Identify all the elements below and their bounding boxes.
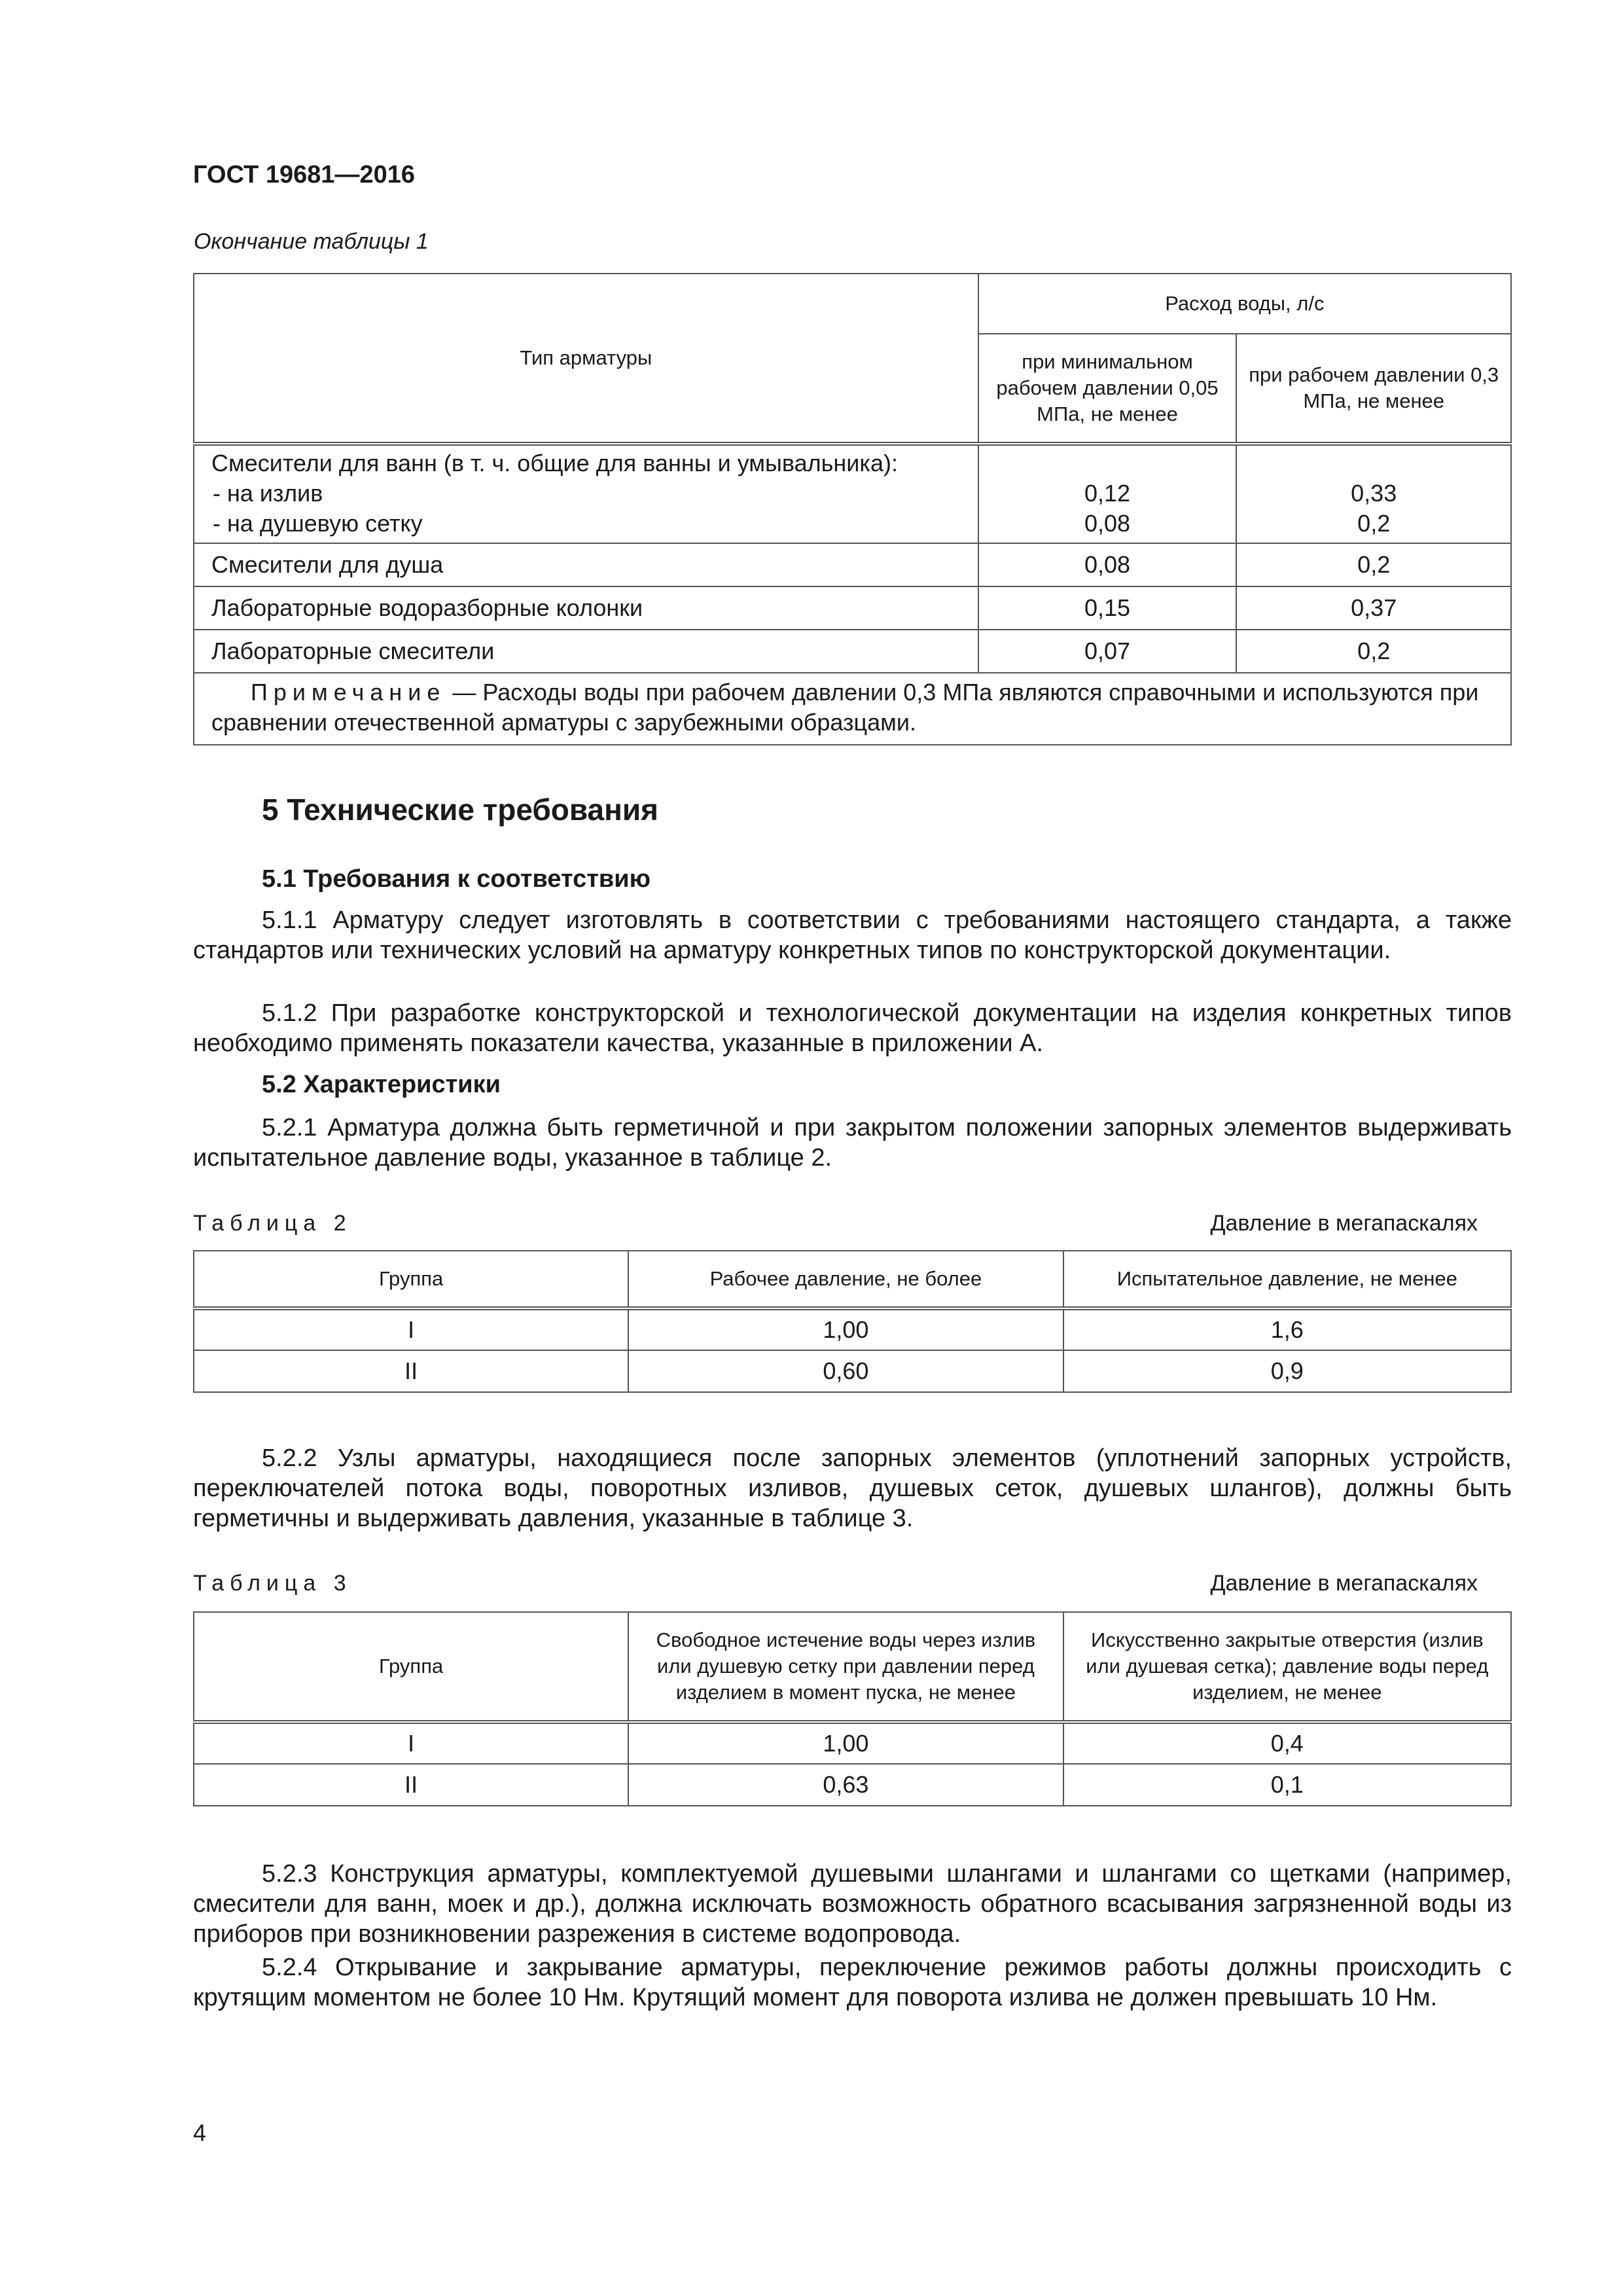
cell-value: 1,00: [628, 1722, 1063, 1764]
row-sub: - на излив: [213, 480, 323, 507]
cell-value: II: [194, 1350, 628, 1392]
cell-value: I: [194, 1308, 628, 1350]
table2-header: Испытательное давление, не менее: [1063, 1251, 1511, 1308]
cell-value: 0,15: [978, 586, 1237, 630]
cell-value: 1,6: [1063, 1308, 1511, 1350]
table2-header: Группа: [194, 1251, 628, 1308]
table2-row: [194, 1308, 1511, 1350]
table2-units: Давление в мегапаскалях: [1210, 1211, 1478, 1236]
row-label: Смесители для душа: [194, 543, 978, 586]
table1-header-group: Расход воды, л/с: [978, 274, 1511, 334]
cell-value: 0,2: [1357, 510, 1391, 537]
note-text: — Расходы воды при рабочем давлении 0,3 МПа являются справочными и используются при сравнении отечественной арматуры с зарубежными образцами.: [211, 679, 1479, 736]
table3-units: Давление в мегапаскалях: [1210, 1571, 1478, 1596]
table2-row: [194, 1350, 1511, 1392]
cell-value: 0,60: [628, 1350, 1063, 1392]
paragraph-5-1-1: 5.1.1 Арматуру следует изготовлять в соответствии с требованиями настоящего стандарта, а также стандартов или технических условий на арматуру конкретных типов по конструкторской документации.: [193, 906, 1512, 964]
page-number: 4: [193, 2119, 207, 2146]
table3-header: Свободное истечение воды через излив или душевую сетку при давлении перед изделием в момент пуска, не менее: [628, 1612, 1063, 1722]
table3-header: Группа: [194, 1612, 628, 1722]
table1: [193, 273, 1512, 745]
subsection-title: 5.1 Требования к соответствию: [262, 865, 651, 893]
table1-row: [194, 630, 1511, 673]
table3-header: Искусственно закрытые отверстия (излив или душевая сетка); давление воды перед изделием, не менее: [1063, 1612, 1511, 1722]
cell-value: II: [194, 1764, 628, 1806]
cell-value: 0,12: [1084, 480, 1131, 507]
cell-value: 0,33: [1351, 480, 1397, 507]
section-title: 5 Технические требования: [262, 793, 658, 827]
cell-value: 1,00: [628, 1308, 1063, 1350]
cell-value: 0,4: [1063, 1722, 1511, 1764]
table1-row: [194, 586, 1511, 630]
paragraph-5-2-1: 5.2.1 Арматура должна быть герметичной и при закрытом положении запорных элементов выдерживать испытательное давление воды, указанное в таблице 2.: [193, 1114, 1512, 1172]
table1-note: [194, 673, 1511, 745]
cell-value: 0,63: [628, 1764, 1063, 1806]
table3: [193, 1611, 1512, 1806]
cell-value: 0,2: [1236, 543, 1511, 586]
row-sub: - на душевую сетку: [213, 510, 423, 537]
cell-value: I: [194, 1722, 628, 1764]
paragraph-5-2-3: 5.2.3 Конструкция арматуры, комплектуемой душевыми шлангами и шлангами со щетками (например, смесители для ванн, моек и др.), должна исключать возможность обратного всасывания загрязненной воды из приборов при возникновении разрежения в системе водопровода.: [193, 1860, 1512, 1948]
table3-row: [194, 1764, 1511, 1806]
table1-caption: Окончание таблицы 1: [194, 229, 429, 254]
cell-value: 0,9: [1063, 1350, 1511, 1392]
table1-header-type: Тип арматуры: [194, 274, 978, 444]
paragraph-5-2-4: 5.2.4 Открывание и закрывание арматуры, переключение режимов работы должны происходить с крутящим моментом не более 10 Нм. Крутящий момент для поворота излива не должен превышать 10 Нм.: [193, 1954, 1512, 2011]
subsection-title: 5.2 Характеристики: [262, 1071, 501, 1098]
table1-row: [194, 543, 1511, 586]
table2: [193, 1250, 1512, 1393]
cell-value: 0,08: [1084, 510, 1131, 537]
cell-value: 0,07: [978, 630, 1237, 673]
table1-row: [194, 444, 1511, 543]
note-word: Примечание: [251, 679, 446, 706]
table3-row: [194, 1722, 1511, 1764]
cell-value: 0,1: [1063, 1764, 1511, 1806]
table1-header-work: при рабочем давлении 0,3 МПа, не менее: [1236, 334, 1511, 444]
paragraph-5-2-2: 5.2.2 Узлы арматуры, находящиеся после запорных элементов (уплотнений запорных устройств, переключателей потока воды, поворотных изливов, душевых сеток, душевых шлангов), должны быть герметичны и выдерживать давления, указанные в таблице 3.: [193, 1444, 1512, 1532]
paragraph-5-1-2: 5.1.2 При разработке конструкторской и технологической документации на изделия конкретных типов необходимо применять показатели качества, указанные в приложении А.: [193, 999, 1512, 1057]
document-code: ГОСТ 19681—2016: [193, 161, 416, 188]
table2-header: Рабочее давление, не более: [628, 1251, 1063, 1308]
table2-label: Таблица 2: [193, 1211, 352, 1236]
row-title: Смесители для ванн (в т. ч. общие для ванны и умывальника):: [211, 450, 898, 476]
table1-header-min: при минимальном рабочем давлении 0,05 МПа, не менее: [978, 334, 1237, 444]
cell-value: 0,37: [1236, 586, 1511, 630]
cell-value: 0,08: [978, 543, 1237, 586]
table3-label: Таблица 3: [193, 1571, 352, 1596]
cell-value: 0,2: [1236, 630, 1511, 673]
row-label: Лабораторные смесители: [194, 630, 978, 673]
row-label: Лабораторные водоразборные колонки: [194, 586, 978, 630]
